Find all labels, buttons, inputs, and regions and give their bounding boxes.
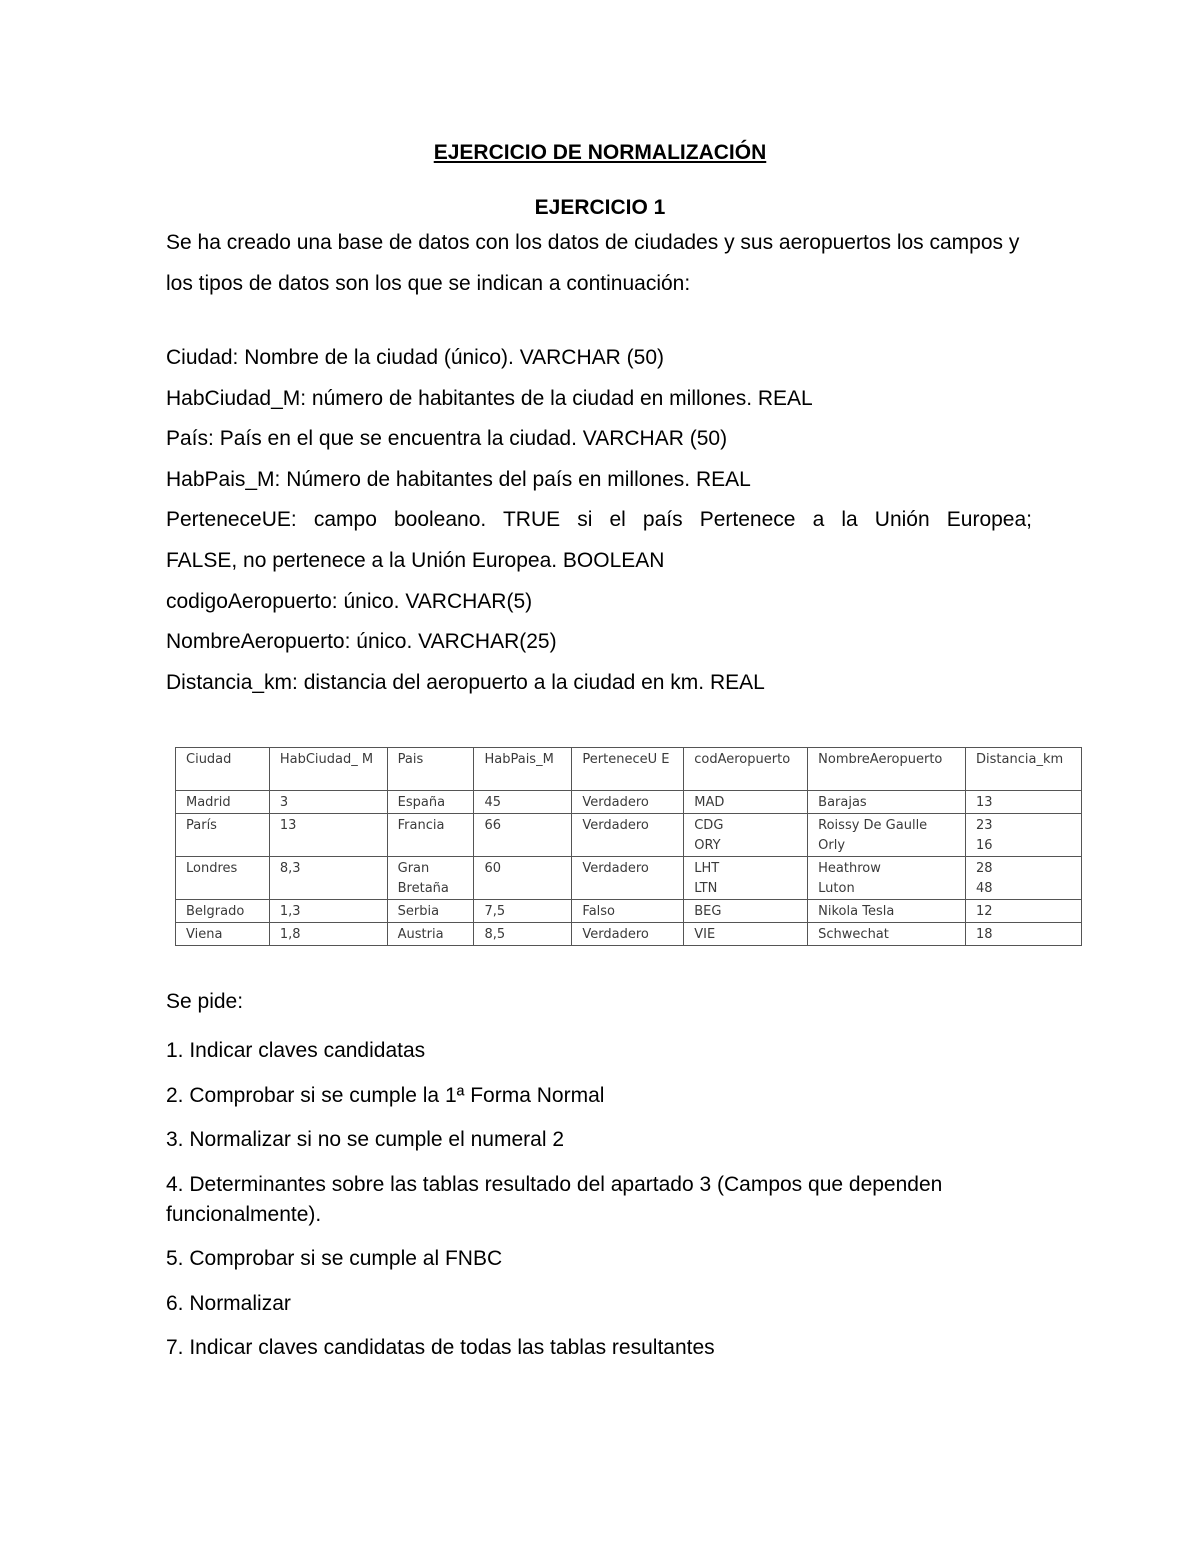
table-row bbox=[176, 857, 1082, 900]
field-definition: HabPais_M: Número de habitantes del país en millones. REAL bbox=[166, 467, 751, 491]
intro-paragraph: Se ha creado una base de datos con los datos de ciudades y sus aeropuertos los campos y los tipos de datos son los que se indican a continuación: bbox=[166, 231, 1020, 295]
column-header: HabPais_M bbox=[474, 748, 572, 791]
column-header: PerteneceU E bbox=[572, 748, 684, 791]
table-cell: Verdadero bbox=[572, 791, 684, 814]
table-cell: Roissy De Gaulle Orly bbox=[808, 814, 966, 857]
table-header-row bbox=[176, 748, 1082, 791]
table-cell: 1,3 bbox=[269, 900, 387, 923]
table-cell: Belgrado bbox=[176, 900, 270, 923]
table-row bbox=[176, 900, 1082, 923]
field-definition: FALSE, no pertenece a la Unión Europea. BOOLEAN bbox=[166, 548, 665, 572]
field-definition: PerteneceUE: campo booleano. TRUE si el país Pertenece a la Unión Europea; bbox=[166, 508, 1032, 532]
field-definition: NombreAeropuerto: único. VARCHAR(25) bbox=[166, 630, 557, 654]
table-cell: 7,5 bbox=[474, 900, 572, 923]
table-cell: 12 bbox=[966, 900, 1082, 923]
table-cell: 60 bbox=[474, 857, 572, 900]
table-row bbox=[176, 923, 1082, 946]
table-cell: 28 48 bbox=[966, 857, 1082, 900]
request-label: Se pide: bbox=[166, 990, 244, 1013]
table-cell: Schwechat bbox=[808, 923, 966, 946]
column-header: Pais bbox=[387, 748, 474, 791]
table-cell: España bbox=[387, 791, 474, 814]
task-item: 2. Comprobar si se cumple la 1ª Forma Normal bbox=[166, 1083, 605, 1107]
table-body bbox=[176, 791, 1082, 946]
table-cell: 13 bbox=[269, 814, 387, 857]
table-cell: CDG ORY bbox=[684, 814, 808, 857]
table-cell: 18 bbox=[966, 923, 1082, 946]
table-cell: BEG bbox=[684, 900, 808, 923]
exercise-heading: EJERCICIO 1 bbox=[534, 196, 666, 219]
cities-airports-table bbox=[175, 747, 1082, 946]
task-item: 1. Indicar claves candidatas bbox=[166, 1039, 426, 1062]
column-header: Distancia_km bbox=[966, 748, 1082, 791]
table-cell: Francia bbox=[387, 814, 474, 857]
table-cell: Nikola Tesla bbox=[808, 900, 966, 923]
column-header: codAeropuerto bbox=[684, 748, 808, 791]
table-cell: 8,5 bbox=[474, 923, 572, 946]
field-definition: Ciudad: Nombre de la ciudad (único). VARCHAR (50) bbox=[166, 346, 664, 369]
table-cell: 66 bbox=[474, 814, 572, 857]
table-cell: Londres bbox=[176, 857, 270, 900]
table-row bbox=[176, 814, 1082, 857]
table-cell: París bbox=[176, 814, 270, 857]
table-cell: Heathrow Luton bbox=[808, 857, 966, 900]
field-definition: codigoAeropuerto: único. VARCHAR(5) bbox=[166, 589, 533, 613]
table-cell: Gran Bretaña bbox=[387, 857, 474, 900]
table-cell: Verdadero bbox=[572, 923, 684, 946]
table-cell: 3 bbox=[269, 791, 387, 814]
table-cell: VIE bbox=[684, 923, 808, 946]
task-item: 6. Normalizar bbox=[166, 1291, 291, 1315]
document-title: EJERCICIO DE NORMALIZACIÓN bbox=[433, 141, 767, 164]
table-cell: 23 16 bbox=[966, 814, 1082, 857]
table-row bbox=[176, 791, 1082, 814]
table-cell: Madrid bbox=[176, 791, 270, 814]
task-item: 7. Indicar claves candidatas de todas las tablas resultantes bbox=[166, 1336, 715, 1359]
task-list bbox=[166, 1036, 1066, 1378]
task-item: 3. Normalizar si no se cumple el numeral 2 bbox=[166, 1128, 564, 1151]
table-cell: LHT LTN bbox=[684, 857, 808, 900]
table-cell: Austria bbox=[387, 923, 474, 946]
table-cell: 13 bbox=[966, 791, 1082, 814]
field-definition: HabCiudad_M: número de habitantes de la ciudad en millones. REAL bbox=[166, 386, 813, 410]
table-cell: Barajas bbox=[808, 791, 966, 814]
table-cell: 8,3 bbox=[269, 857, 387, 900]
table-cell: Verdadero bbox=[572, 814, 684, 857]
task-item: 4. Determinantes sobre las tablas resultado del apartado 3 (Campos que dependen funcionalmente). bbox=[166, 1172, 943, 1226]
table-cell: 45 bbox=[474, 791, 572, 814]
field-definition: Distancia_km: distancia del aeropuerto a la ciudad en km. REAL bbox=[166, 670, 765, 694]
table-cell: Falso bbox=[572, 900, 684, 923]
column-header: NombreAeropuerto bbox=[808, 748, 966, 791]
table-cell: Serbia bbox=[387, 900, 474, 923]
column-header: HabCiudad_ M bbox=[269, 748, 387, 791]
field-definitions-list bbox=[166, 338, 1066, 703]
table-cell: 1,8 bbox=[269, 923, 387, 946]
field-definition: País: País en el que se encuentra la ciudad. VARCHAR (50) bbox=[166, 427, 728, 451]
column-header: Ciudad bbox=[176, 748, 270, 791]
table-cell: Verdadero bbox=[572, 857, 684, 900]
table-cell: MAD bbox=[684, 791, 808, 814]
table-cell: Viena bbox=[176, 923, 270, 946]
task-item: 5. Comprobar si se cumple al FNBC bbox=[166, 1247, 503, 1270]
